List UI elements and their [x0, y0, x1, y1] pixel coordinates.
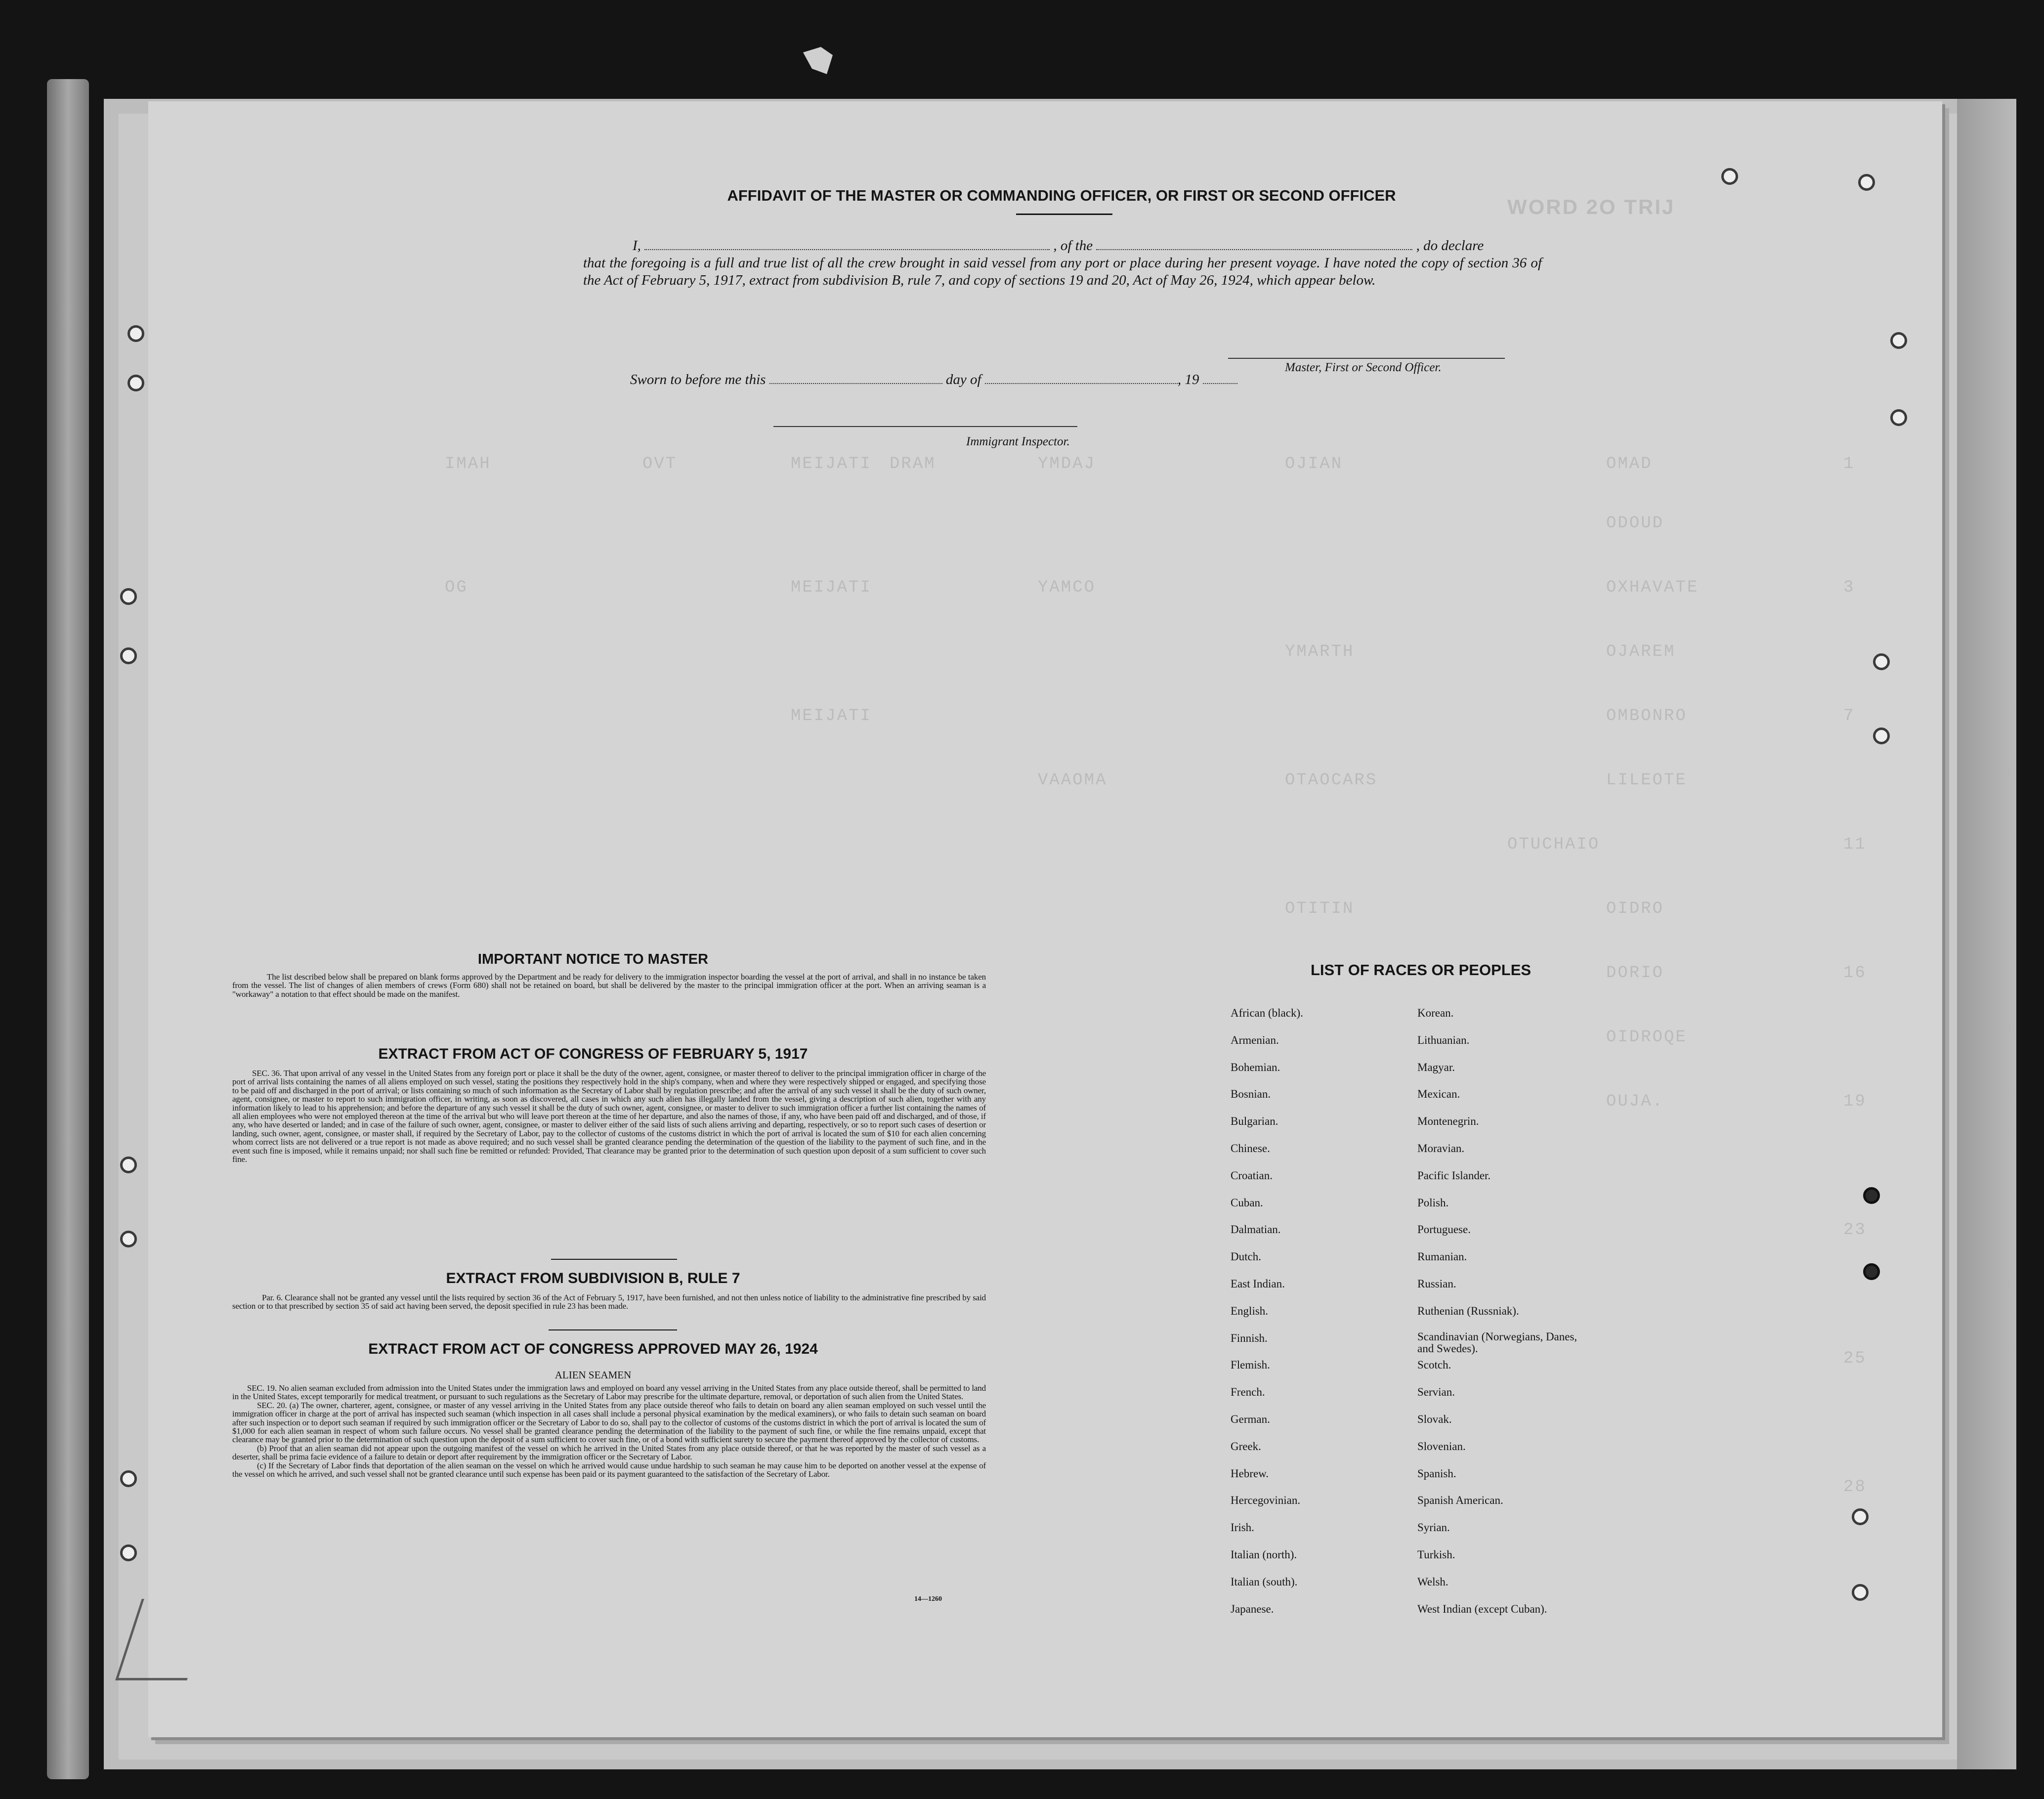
- extract-rule7-title: EXTRACT FROM SUBDIVISION B, RULE 7: [446, 1270, 740, 1286]
- race-item: Cuban.: [1231, 1196, 1263, 1209]
- binder-hole: [120, 588, 137, 605]
- binder-strip: [47, 79, 89, 1779]
- race-item: Rumanian.: [1417, 1250, 1467, 1263]
- race-item: Italian (north).: [1231, 1548, 1297, 1561]
- master-caption: Master, First or Second Officer.: [1285, 361, 1442, 374]
- binder-hole: [120, 647, 137, 664]
- day-of-label: day of: [945, 372, 981, 387]
- race-item: Finnish.: [1231, 1331, 1268, 1344]
- race-item: Montenegrin.: [1417, 1115, 1479, 1128]
- race-item: Spanish American.: [1417, 1494, 1503, 1507]
- divider: [551, 1259, 677, 1260]
- race-item: Magyar.: [1417, 1061, 1455, 1073]
- binder-hole: [120, 1544, 137, 1561]
- race-item: Lithuanian.: [1417, 1033, 1470, 1046]
- inspector-signature-line[interactable]: [773, 426, 1077, 427]
- paper-tear-mark: [803, 47, 833, 74]
- sec-19-text: SEC. 19. No alien seaman excluded from admission into the United States under the immigration laws and employed on board any vessel arriving in the United States from any place outside thereof, shall be permitted to land in the United States, except temporarily for medical treatment, or pursuant to such regulations as the Secretary of Labor may prescribe for the ultimate departure, removal, or deportation of such alien from the United States.: [232, 1383, 986, 1402]
- race-item: Slovak.: [1417, 1413, 1452, 1425]
- extract-1917-title: EXTRACT FROM ACT OF CONGRESS OF FEBRUARY 5, 1917: [378, 1046, 808, 1062]
- extract-rule7-text: Par. 6. Clearance shall not be granted any vessel until the lists required by section 36 of the Act of February 5, 1917, have been furnished, and not then unless notice of liability to the administrative fine prescribed by said section or to that prescribed by section 35 of said act having been served, the deposit specified in rule 23 has been made.: [232, 1293, 986, 1311]
- binder-hole: [120, 1470, 137, 1487]
- race-item: Servian.: [1417, 1386, 1455, 1399]
- binder-hole: [1873, 728, 1890, 744]
- race-item: Dutch.: [1231, 1250, 1261, 1263]
- of-the-label: , of the: [1053, 238, 1093, 254]
- binder-hole: [1890, 332, 1907, 349]
- binder-hole: [1721, 168, 1738, 185]
- sworn-day-field[interactable]: [769, 383, 942, 384]
- binder-hole: [1873, 653, 1890, 670]
- race-item: Greek.: [1231, 1440, 1261, 1453]
- sworn-line: [630, 372, 1237, 388]
- race-item: Spanish.: [1417, 1467, 1456, 1480]
- document-page: [148, 101, 1942, 1737]
- race-item: Croatian.: [1231, 1169, 1273, 1182]
- race-item: Pacific Islander.: [1417, 1169, 1491, 1182]
- sworn-year-field[interactable]: [1203, 383, 1237, 384]
- race-item: East Indian.: [1231, 1277, 1285, 1290]
- race-item: Bosnian.: [1231, 1088, 1271, 1101]
- race-item: Russian.: [1417, 1277, 1456, 1290]
- sworn-prefix: Sworn to before me this: [630, 372, 766, 387]
- race-item: German.: [1231, 1413, 1270, 1425]
- divider: [549, 1329, 677, 1330]
- race-item: Hercegovinian.: [1231, 1494, 1301, 1507]
- binder-hole: [1863, 1263, 1880, 1280]
- binder-hole: [1890, 409, 1907, 426]
- i-label: I,: [633, 238, 641, 254]
- race-item: Hebrew.: [1231, 1467, 1269, 1480]
- sec-20a-text: SEC. 20. (a) The owner, charterer, agent, consignee, or master of any vessel arriving in the United States from any place outside thereof who fails to detain on board any alien seaman employed on such vessel until the immigration officer in charge at the port of arrival has inspected such seaman (which inspection in all cases shall include a personal physical examination by the medical examiners), or who fails to detain such seaman on board after such inspection or to deport such seaman if required by such immigration officer or the Secretary of Labor to do so, shall pay to the collector of customs of the customs district in which the port of arrival is located the sum of $1,000 for each alien seaman in respect of whom such failure occurs. No vessel shall be granted clearance pending the determination of the liability to the payment of such fine, or while the fine remains unpaid, except that clearance may be granted prior to the determination of such question upon the deposit of a sum sufficient to cover such fine, or of a bond with sufficient surety to secure the payment thereof approved by the collector of customs.: [232, 1400, 986, 1445]
- binder-hole: [128, 375, 144, 391]
- notice-title: IMPORTANT NOTICE TO MASTER: [477, 951, 709, 967]
- race-item: Polish.: [1417, 1196, 1449, 1209]
- binder-hole: [120, 1231, 137, 1247]
- binder-hole: [120, 1156, 137, 1173]
- binder-right-edge: [1957, 99, 2016, 1769]
- binder-hole: [1852, 1508, 1869, 1525]
- sec-20c-text: (c) If the Secretary of Labor finds that deportation of the alien seaman on the vessel on which he arrived would cause undue hardship to such seaman he may cause him to be deported on another vessel at the expense of the vessel on which he arrived, and such vessel shall not be granted clearance until such expense has been paid or its payment guaranteed to the satisfaction of the Secretary of Labor.: [232, 1460, 986, 1479]
- race-item: Armenian.: [1231, 1033, 1279, 1046]
- race-item: Mexican.: [1417, 1088, 1460, 1101]
- race-item: Scandinavian (Norwegians, Danes, and Swedes).: [1417, 1330, 1577, 1355]
- year-prefix: , 19: [1177, 372, 1199, 387]
- race-item: Slovenian.: [1417, 1440, 1466, 1453]
- race-item: Bulgarian.: [1231, 1115, 1278, 1128]
- do-declare-label: , do declare: [1416, 238, 1484, 254]
- race-item: Ruthenian (Russniak).: [1417, 1304, 1519, 1317]
- extract-1924-title: EXTRACT FROM ACT OF CONGRESS APPROVED MAY 26, 1924: [368, 1341, 818, 1357]
- race-item: French.: [1231, 1386, 1265, 1399]
- vessel-name-field[interactable]: [1096, 249, 1412, 250]
- races-right-column: [1417, 1006, 1580, 1628]
- race-item: West Indian (except Cuban).: [1417, 1602, 1547, 1615]
- affidavit-declaration-line: [583, 237, 1542, 255]
- races-left-column: [1231, 1006, 1303, 1628]
- sec-20b-text: (b) Proof that an alien seaman did not appear upon the outgoing manifest of the vessel on which he arrived in the United States from any place outside thereof, or that he was reported by the master of such vessel as a deserter, shall be prima facie evidence of a failure to detain or deport after requirement by the immigration officer or the Secretary of Labor.: [232, 1443, 986, 1462]
- extract-1917-text: SEC. 36. That upon arrival of any vessel in the United States from any foreign port or place it shall be the duty of the owner, agent, consignee, or master thereof to deliver to the principal immigration officer in charge of the port of arrival lists containing the names of all aliens employed on such vessel, stating the positions they respectively hold in the ship's company, when and where they were respectively shipped or engaged, and specifying those to be paid off and discharged in the port of arrival; or lists containing so much of such information as the Secretary of Labor shall by regulation prescribe; and after the arrival of any such vessel it shall be the duty of such owner, agent, consignee, or master to report to such immigration officer, in writing, as soon as discovered, all cases in which any such alien has illegally landed from the vessel, giving a description of such alien, together with any information likely to lead to his apprehension; and before the departure of any such vessel it shall be the duty of such owner, agent, consignee, or master to deliver to such immigration officer a further list containing the names of all alien employees who were not employed thereon at the time of the arrival but who will leave port thereon at the time of her departure, and also the names of those, if any, who have been paid off and discharged, and of those, if any, who have deserted or landed; and in case of the failure of such owner, agent, consignee, or master to deliver either of the said lists of such aliens arriving and departing, respectively, or so to report such cases of desertion or landing, such owner, agent, consignee, or master shall, if required by the Secretary of Labor, pay to the collector of customs of the customs district in which the port of arrival is located the sum of $10 for each alien concerning whom correct lists are not delivered or a true report is not made as above required; and no such vessel shall be granted clearance pending the determination of the question of the liability to the payment of such fine, and in the event such fine is imposed, while it remains unpaid; nor shall such fine be remitted or refunded: Provided, That clearance may be granted prior to the determination of such question upon deposit of a sum sufficient to cover such fine.: [232, 1069, 986, 1164]
- binder-hole: [1863, 1187, 1880, 1204]
- race-item: Japanese.: [1231, 1602, 1274, 1615]
- race-item: Irish.: [1231, 1521, 1254, 1534]
- race-item: Flemish.: [1231, 1359, 1270, 1371]
- race-item: African (black).: [1231, 1007, 1303, 1019]
- affidavit-statement: [583, 237, 1542, 289]
- race-item: Turkish.: [1417, 1548, 1455, 1561]
- extract-1924-body: [232, 1384, 986, 1478]
- race-item: English.: [1231, 1304, 1269, 1317]
- binder-hole: [1852, 1584, 1869, 1601]
- race-item: Italian (south).: [1231, 1575, 1298, 1588]
- race-item: Chinese.: [1231, 1142, 1270, 1155]
- divider: [1016, 214, 1112, 215]
- race-item: Syrian.: [1417, 1521, 1450, 1534]
- alien-seamen-subtitle: ALIEN SEAMEN: [554, 1369, 632, 1381]
- notice-text: The list described below shall be prepared on blank forms approved by the Department and be ready for delivery to the immigration inspector boarding the vessel at the port of arrival, and shall in no instance be taken from the vessel. The list of changes of alien members of crews (Form 680) shall not be retained on board, but shall be delivered by the master to the principal immigration officer at the port. When an arriving seaman is a "workaway" a notation to that effect should be made on the manifest.: [232, 972, 986, 999]
- race-item: Korean.: [1417, 1007, 1454, 1019]
- race-item: Scotch.: [1417, 1359, 1451, 1371]
- race-item: Welsh.: [1417, 1575, 1448, 1588]
- race-item: Bohemian.: [1231, 1061, 1280, 1073]
- master-signature-line[interactable]: [1228, 358, 1505, 359]
- inspector-caption: Immigrant Inspector.: [966, 435, 1070, 448]
- race-item: Portuguese.: [1417, 1223, 1471, 1236]
- form-number: 14—1260: [914, 1595, 942, 1603]
- races-title: LIST OF RACES OR PEOPLES: [1310, 961, 1532, 979]
- race-item: Dalmatian.: [1231, 1223, 1281, 1236]
- affidavit-body: that the foregoing is a full and true list of all the crew brought in said vessel from any port or place during her present voyage. I have noted the copy of section 36 of the Act of February 5, 1917, extract from subdivision B, rule 7, and copy of sections 19 and 20, Act of May 26, 1924, which appear below.: [583, 255, 1542, 288]
- affidavit-title: AFFIDAVIT OF THE MASTER OR COMMANDING OFFICER, OR FIRST OR SECOND OFFICER: [727, 187, 1396, 204]
- declarant-name-field[interactable]: [644, 249, 1050, 250]
- sworn-month-field[interactable]: [985, 383, 1178, 384]
- race-item: Moravian.: [1417, 1142, 1465, 1155]
- binder-hole: [128, 325, 144, 342]
